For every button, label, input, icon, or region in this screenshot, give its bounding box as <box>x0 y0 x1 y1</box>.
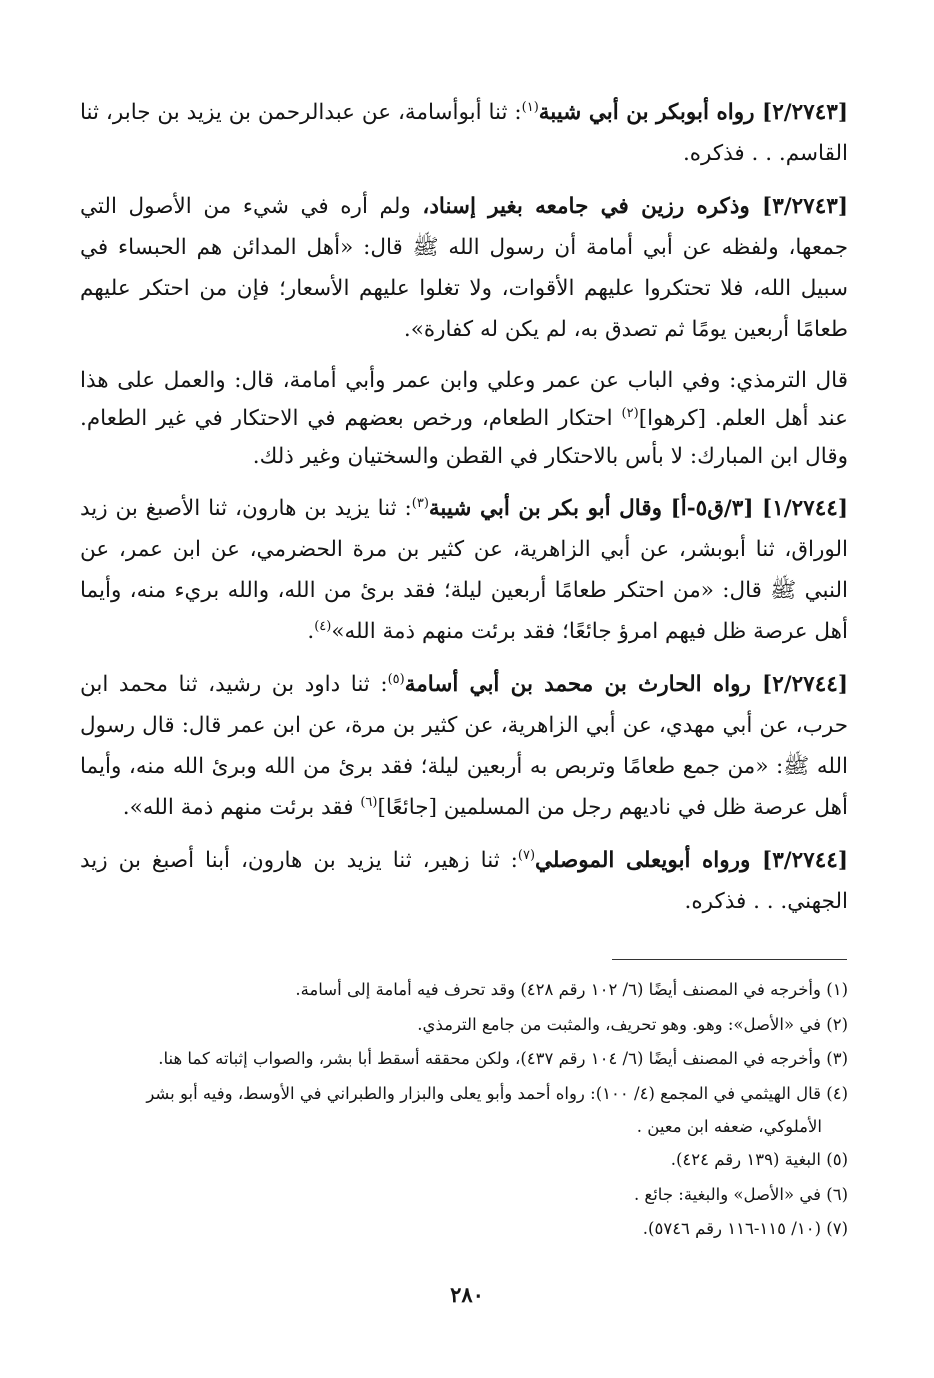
footnote-number: (٤) <box>826 1083 848 1103</box>
main-text <box>80 92 848 934</box>
footnote-ref: (١) <box>521 99 539 115</box>
footnote-ref: (٥) <box>387 671 405 687</box>
paragraph-5 <box>80 664 848 828</box>
footnote-number: (٧) <box>826 1219 848 1238</box>
page-number: ٢٨٠ <box>450 1282 484 1307</box>
footnote-number: (٢) <box>826 1014 848 1034</box>
paragraph-1 <box>80 92 848 174</box>
footnote-ref: (٣) <box>411 495 429 511</box>
footnote-2 <box>86 1008 848 1043</box>
paragraph-text: : ثنا داود بن رشيد، ثنا محمد ابن حرب، عن أبي مهدي، عن أبي الزاهرية، عن كثير بن مرة، عن ابن عمر قال: قال رسول الله ﷺ: «من جمع طعامًا وتربص به أربعين ليلة؛ فقد برئ من الله وبرئ الله منه، وأيما أهل عرصة ظل في ناديهم رجل من المسلمين [جائعًا] <box>80 672 848 820</box>
footnote-ref: (٢) <box>621 405 639 421</box>
paragraph-text: : ثنا يزيد بن هارون، ثنا الأصبغ بن زيد الوراق، ثنا أبوبشر، عن أبي الزاهرية، عن كثير بن مرة الحضرمي، عن ابن عمر، عن النبي ﷺ قال: «من احتكر طعامًا أربعين ليلة؛ فقد برئ من الله، والله بريء منه، وأيما أهل عرصة ظل فيهم امرؤ جائعًا؛ فقد برئت منهم ذمة الله» <box>80 496 848 644</box>
footnote-text: وأخرجه في المصنف أيضًا (٦/ ١٠٢ رقم ٤٢٨) وقد تحرف فيه أمامة إلى أسامة. <box>295 980 821 999</box>
footnote-text: البغية (١٣٩ رقم ٤٢٤). <box>670 1150 821 1169</box>
footnote-6 <box>86 1178 848 1213</box>
paragraph-6 <box>80 840 848 922</box>
footnote-3 <box>86 1042 848 1077</box>
paragraph-text: : ثنا أبوأسامة، عن عبدالرحمن بن يزيد بن جابر، ثنا القاسم. . . فذكره. <box>80 100 848 166</box>
paragraph-heading: [٣/٢٧٤٣] وذكره رزين في جامعه بغير إسناد، <box>422 194 848 219</box>
footnotes <box>86 973 848 1247</box>
footnote-text: في «الأصل»: وهو. وهو تحريف، والمثبت من جامع الترمذي. <box>417 1014 821 1034</box>
paragraph-3 <box>80 362 848 476</box>
footnote-7 <box>86 1212 848 1247</box>
footnote-text: (١٠/ ١١٥-١١٦ رقم ٥٧٤٦). <box>642 1219 821 1238</box>
footnote-text: وأخرجه في المصنف أيضًا (٦/ ١٠٤ رقم ٤٣٧)، ولكن محققه أسقط أبا بشر، والصواب إثباته كما هنا. <box>158 1049 821 1068</box>
footnote-5 <box>86 1143 848 1178</box>
paragraph-text: ولم أره في شيء من الأصول التي جمعها، ولفظه عن أبي أمامة أن رسول الله ﷺ قال: «أهل المدائن هم الحبساء في سبيل الله، فلا تحتكروا عليهم الأقوات، ولا تغلوا عليهم الأسعار؛ فإن من احتكر عليهم طعامًا أربعين يومًا ثم تصدق به، لم يكن له كفارة». <box>80 194 848 342</box>
footnote-1 <box>86 973 848 1008</box>
footnote-number: (٣) <box>826 1049 848 1068</box>
paragraph-heading: [١/٢٧٤٤] [٣/ق٥-أ] وقال أبو بكر بن أبي شيبة <box>428 496 848 521</box>
footnote-ref: (٧) <box>517 847 536 863</box>
paragraph-heading: [٣/٢٧٤٤] ورواه أبويعلى الموصلي <box>535 848 848 873</box>
paragraph-heading: [٢/٢٧٤٤] رواه الحارث بن محمد بن أبي أسامة <box>404 672 848 697</box>
footnote-continuation: الأملوكي، ضعفه ابن معين . <box>636 1117 822 1136</box>
paragraph-2 <box>80 186 848 350</box>
paragraph-text: فقد برئت منهم ذمة الله». <box>122 795 361 820</box>
paragraph-4 <box>80 488 848 652</box>
footnote-ref: (٦) <box>360 794 378 810</box>
paragraph-text: . <box>307 619 315 644</box>
paragraph-text: قال الترمذي: وفي الباب عن عمر وعلي وابن عمر وأبي أمامة، قال: والعمل على هذا عند أهل العلم. [كرهوا] <box>80 368 848 431</box>
paragraph-text: : ثنا زهير، ثنا يزيد بن هارون، أبنا أصبغ بن زيد الجهني. . . فذكره. <box>80 848 848 914</box>
footnote-text: قال الهيثمي في المجمع (٤/ ١٠٠): رواه أحمد وأبو يعلى والبزار والطبراني في الأوسط، وفيه أبو بشر <box>146 1083 821 1103</box>
footnote-divider <box>612 959 847 960</box>
footnote-ref: (٤) <box>314 618 332 634</box>
footnote-number: (١) <box>826 980 848 999</box>
paragraph-text: احتكار الطعام، ورخص بعضهم في الاحتكار في غير الطعام. وقال ابن المبارك: لا بأس بالاحتكار في القطن والسختيان وغير ذلك. <box>80 406 848 469</box>
footnote-number: (٥) <box>826 1150 848 1169</box>
footnote-4 <box>86 1077 848 1144</box>
paragraph-heading: [٢/٢٧٤٣] رواه أبوبكر بن أبي شيبة <box>538 100 848 125</box>
footnote-number: (٦) <box>826 1184 848 1204</box>
footnote-text: في «الأصل» والبغية: جائع . <box>633 1184 821 1204</box>
